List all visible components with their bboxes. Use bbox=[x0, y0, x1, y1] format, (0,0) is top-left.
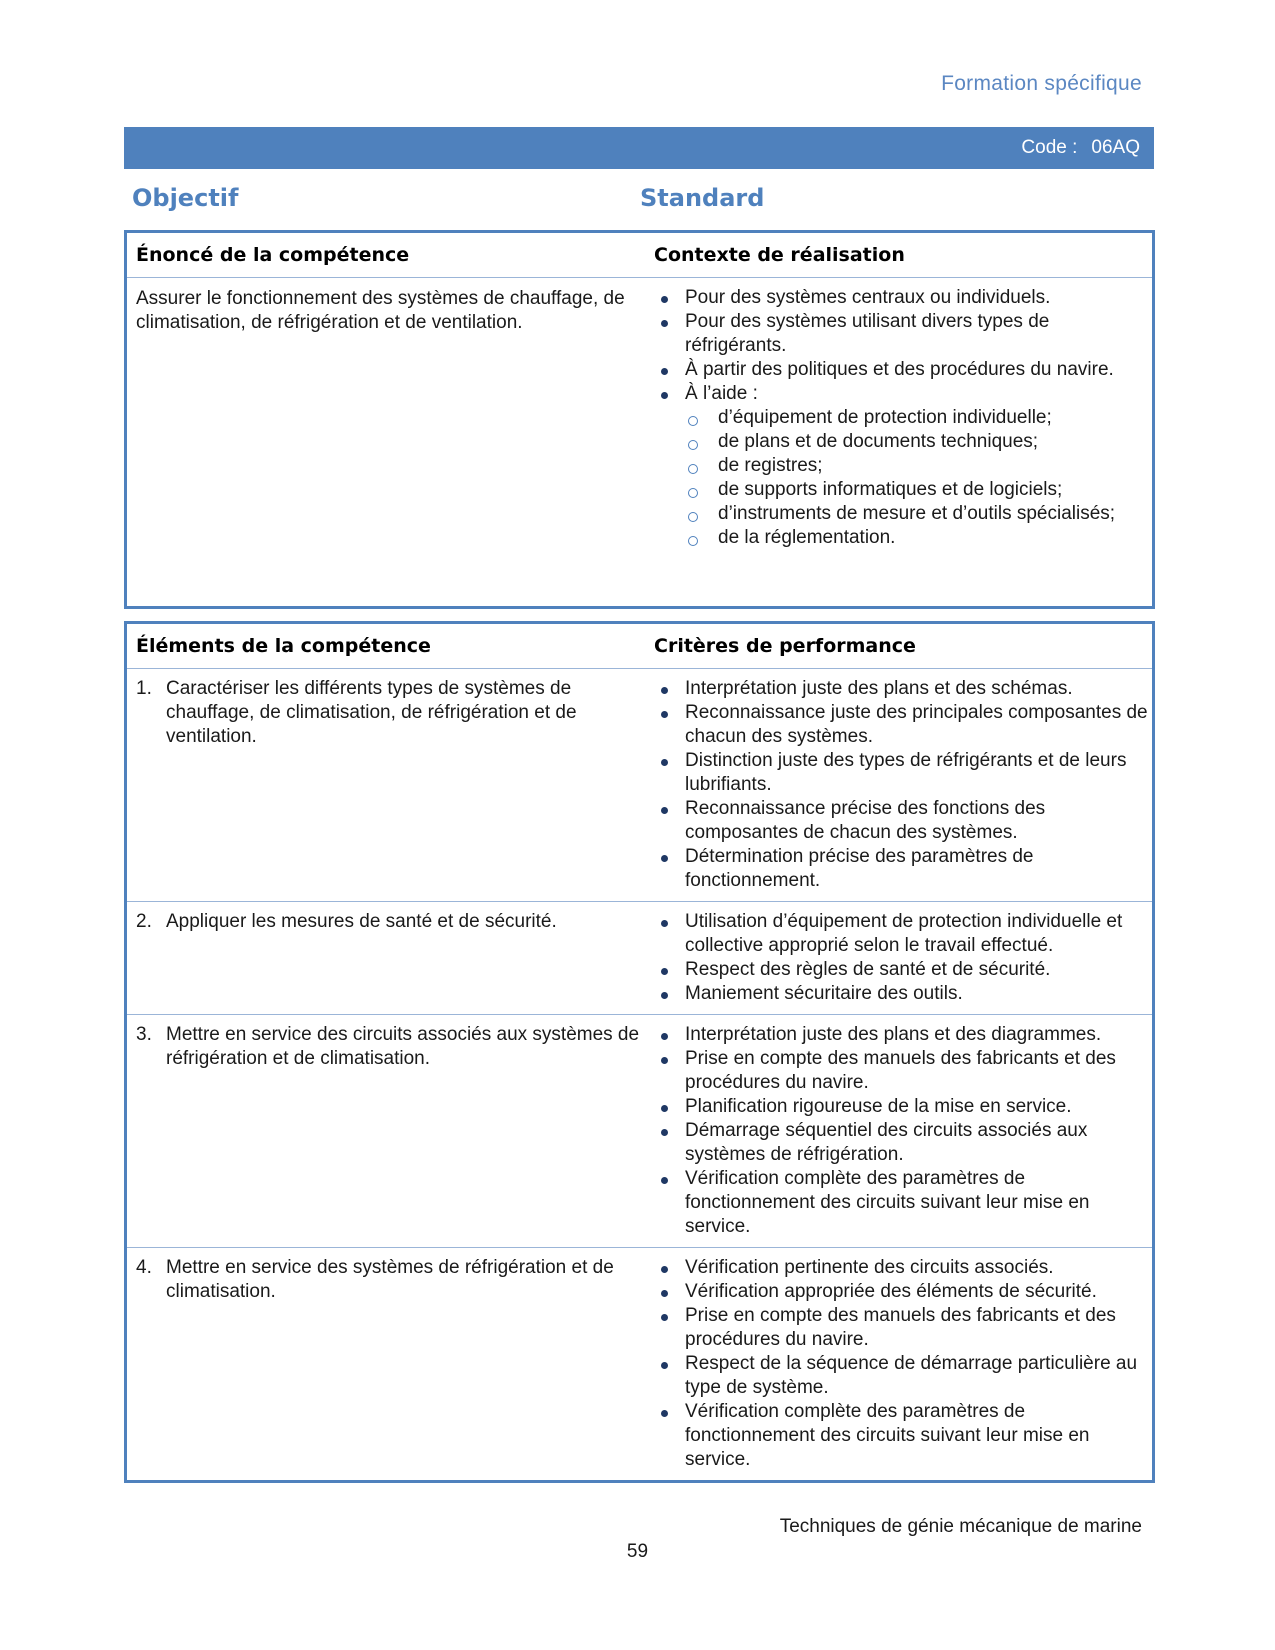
col-header-enonce: Énoncé de la compétence bbox=[126, 232, 649, 278]
list-item: Pour des systèmes centraux ou individuels. bbox=[654, 286, 1152, 310]
element-text: Appliquer les mesures de santé et de sécurité. bbox=[166, 911, 557, 932]
list-item: Planification rigoureuse de la mise en service. bbox=[654, 1095, 1152, 1119]
section-objectif: Objectif bbox=[132, 184, 239, 212]
list-item: Prise en compte des manuels des fabricants et des procédures du navire. bbox=[654, 1047, 1152, 1095]
code-value: 06AQ bbox=[1091, 137, 1140, 158]
enonce-table bbox=[124, 230, 1155, 609]
list-item: Reconnaissance précise des fonctions des composantes de chacun des systèmes. bbox=[654, 797, 1152, 845]
element-number: 4. bbox=[136, 1257, 152, 1278]
list-item: Vérification appropriée des éléments de sécurité. bbox=[654, 1280, 1152, 1304]
list-item: Interprétation juste des plans et des schémas. bbox=[654, 677, 1152, 701]
code-label: Code : bbox=[1021, 137, 1078, 158]
sub-list-item: de supports informatiques et de logiciels; bbox=[688, 478, 1152, 502]
table-row bbox=[126, 902, 1154, 1015]
criteres-list bbox=[654, 1256, 1152, 1472]
element-item bbox=[136, 1256, 648, 1304]
table-row bbox=[126, 669, 1154, 902]
sub-list-item: d’équipement de protection individuelle; bbox=[688, 406, 1152, 430]
list-item: Vérification complète des paramètres de fonctionnement des circuits suivant leur mise en service. bbox=[654, 1400, 1152, 1472]
element-item bbox=[136, 677, 648, 749]
list-item: À partir des politiques et des procédures du navire. bbox=[654, 358, 1152, 382]
element-number: 2. bbox=[136, 911, 152, 932]
list-item: Distinction juste des types de réfrigérants et de leurs lubrifiants. bbox=[654, 749, 1152, 797]
table-row bbox=[126, 1248, 1154, 1482]
element-number: 1. bbox=[136, 678, 152, 699]
list-item: Reconnaissance juste des principales composantes de chacun des systèmes. bbox=[654, 701, 1152, 749]
criteres-list bbox=[654, 910, 1152, 1006]
list-item: Interprétation juste des plans et des diagrammes. bbox=[654, 1023, 1152, 1047]
footer-program: Techniques de génie mécanique de marine bbox=[779, 1516, 1142, 1537]
list-item: Respect de la séquence de démarrage particulière au type de système. bbox=[654, 1352, 1152, 1400]
list-item: Détermination précise des paramètres de fonctionnement. bbox=[654, 845, 1152, 893]
criteres-list bbox=[654, 1023, 1152, 1239]
element-item bbox=[136, 910, 648, 934]
list-item: Utilisation d’équipement de protection individuelle et collective approprié selon le travail effectué. bbox=[654, 910, 1152, 958]
sub-list-item: de registres; bbox=[688, 454, 1152, 478]
col-header-elements: Éléments de la compétence bbox=[126, 623, 649, 669]
header-title: Formation spécifique bbox=[941, 72, 1142, 95]
sub-list-item: de la réglementation. bbox=[688, 526, 1152, 550]
section-standard: Standard bbox=[640, 184, 765, 212]
list-item: Pour des systèmes utilisant divers types de réfrigérants. bbox=[654, 310, 1152, 358]
code-bar bbox=[124, 127, 1154, 169]
table-header-row bbox=[126, 623, 1154, 669]
aide-sublist bbox=[688, 406, 1152, 550]
list-item: Vérification pertinente des circuits associés. bbox=[654, 1256, 1152, 1280]
col-header-contexte: Contexte de réalisation bbox=[648, 232, 1154, 278]
element-item bbox=[136, 1023, 648, 1071]
list-item: Maniement sécuritaire des outils. bbox=[654, 982, 1152, 1006]
table-row bbox=[126, 1015, 1154, 1248]
list-item: Respect des règles de santé et de sécurité. bbox=[654, 958, 1152, 982]
element-text: Mettre en service des systèmes de réfrigération et de climatisation. bbox=[166, 1257, 614, 1302]
enonce-text: Assurer le fonctionnement des systèmes de chauffage, de climatisation, de réfrigération et de ventilation. bbox=[136, 288, 625, 333]
table-row bbox=[126, 278, 1154, 608]
table-header-row bbox=[126, 232, 1154, 278]
criteres-list bbox=[654, 677, 1152, 893]
element-text: Caractériser les différents types de systèmes de chauffage, de climatisation, de réfrigération et de ventilation. bbox=[166, 678, 577, 747]
list-item bbox=[654, 382, 1152, 406]
page-number: 59 bbox=[626, 1541, 649, 1562]
element-number: 3. bbox=[136, 1024, 152, 1045]
aide-label: À l’aide : bbox=[685, 383, 758, 404]
sub-list-item: d’instruments de mesure et d’outils spécialisés; bbox=[688, 502, 1152, 526]
element-text: Mettre en service des circuits associés aux systèmes de réfrigération et de climatisation. bbox=[166, 1024, 640, 1069]
elements-table bbox=[124, 621, 1155, 1483]
list-item: Vérification complète des paramètres de fonctionnement des circuits suivant leur mise en service. bbox=[654, 1167, 1152, 1239]
list-item: Prise en compte des manuels des fabricants et des procédures du navire. bbox=[654, 1304, 1152, 1352]
list-item: Démarrage séquentiel des circuits associés aux systèmes de réfrigération. bbox=[654, 1119, 1152, 1167]
contexte-list bbox=[654, 286, 1152, 406]
sub-list-item: de plans et de documents techniques; bbox=[688, 430, 1152, 454]
col-header-criteres: Critères de performance bbox=[648, 623, 1154, 669]
